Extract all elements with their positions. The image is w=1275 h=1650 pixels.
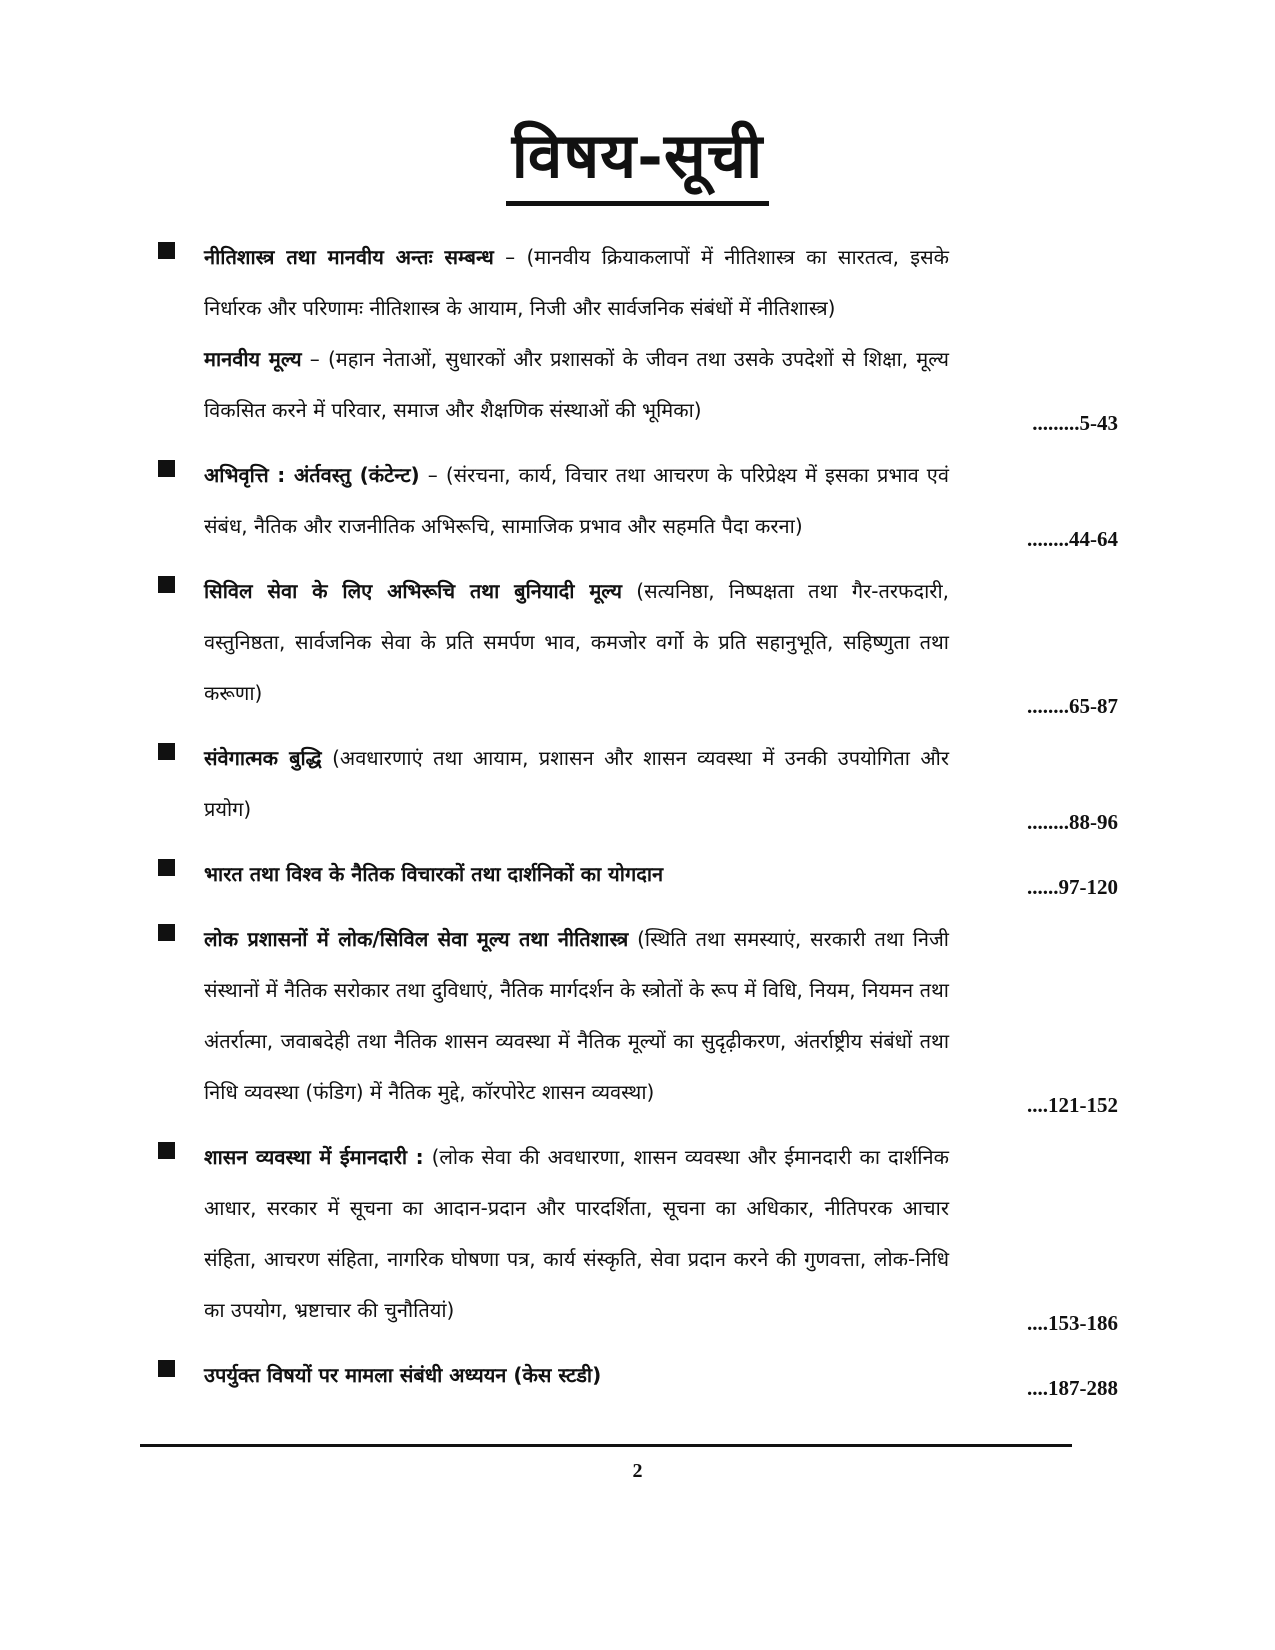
page-number: 2 <box>632 1460 643 1482</box>
entry-sub-separator: – <box>301 347 328 371</box>
entry-description: (मानवीय क्रियाकलापों में नीतिशास्त्र का सारतत्व, इसके निर्धारक और परिणामः नीतिशास्त्र के आयाम, निजी और सार्वजनिक संबंधों में नीतिशास्त्र) <box>204 245 949 320</box>
entry-subheading: मानवीय मूल्य <box>204 347 302 371</box>
page-range: ......97-120 <box>1027 875 1118 899</box>
entry-separator <box>628 927 637 951</box>
toc-entry <box>158 1350 1118 1401</box>
entry-description: (संरचना, कार्य, विचार तथा आचरण के परिप्रेक्ष्य में इसका प्रभाव एवं संबंध, नैतिक और राजनीतिक अभिरूचि, सामाजिक प्रभाव और सहमति पैदा करना) <box>204 463 949 538</box>
page-range: ....153-186 <box>1027 1311 1118 1335</box>
entry-heading: उपर्युक्त विषयों पर मामला संबंधी अध्ययन (केस स्टडी) <box>204 1363 602 1387</box>
page-range: ........65-87 <box>1027 694 1118 718</box>
square-bullet-icon <box>158 576 175 593</box>
entry-sub-description: (महान नेताओं, सुधारकों और प्रशासकों के जीवन तथा उसके उपदेशों से शिक्षा, मूल्य विकसित करने में परिवार, समाज और शैक्षणिक संस्थाओं की भूमिका) <box>204 347 949 422</box>
entry-text <box>204 566 949 719</box>
square-bullet-icon <box>158 242 175 259</box>
entry-heading: भारत तथा विश्व के नैतिक विचारकों तथा दार्शनिकों का योगदान <box>204 862 664 886</box>
table-of-contents <box>158 232 1118 1401</box>
toc-entry <box>158 1132 1118 1336</box>
entry-heading: सिविल सेवा के लिए अभिरूचि तथा बुनियादी मूल्य <box>204 579 623 603</box>
page-range: ....121-152 <box>1027 1093 1118 1117</box>
page-range: ....187-288 <box>1027 1376 1118 1400</box>
square-bullet-icon <box>158 924 175 941</box>
entry-separator: – <box>419 463 446 487</box>
toc-entry <box>158 566 1118 719</box>
entry-description: (स्थिति तथा समस्याएं, सरकारी तथा निजी संस्थानों में नैतिक सरोकार तथा दुविधाएं, नैतिक मार्गदर्शन के स्त्रोतों के रूप में विधि, नियम, नियमन तथा अंतर्रात्मा, जवाबदेही तथा नैतिक शासन व्यवस्था में नैतिक मूल्यों का सुदृढ़ीकरण, अंतर्राष्ट्रीय संबंधों तथा निधि व्यवस्था (फंडिग) में नैतिक मुद्दे, कॉरपोरेट शासन व्यवस्था) <box>204 927 949 1104</box>
entry-text <box>204 1350 949 1401</box>
entry-heading: अभिवृत्ति : अंर्तवस्तु (कंटेन्ट) <box>204 463 420 487</box>
entry-separator <box>322 746 332 770</box>
entry-text <box>204 849 949 900</box>
entry-description: (अवधारणाएं तथा आयाम, प्रशासन और शासन व्यवस्था में उनकी उपयोगिता और प्रयोग) <box>204 746 950 821</box>
entry-text <box>204 232 949 334</box>
page-range: .........5-43 <box>1032 411 1118 435</box>
title-block <box>0 120 1275 206</box>
square-bullet-icon <box>158 1360 175 1377</box>
entry-description: (लोक सेवा की अवधारणा, शासन व्यवस्था और ईमानदारी का दार्शनिक आधार, सरकार में सूचना का आदान-प्रदान और पारदर्शिता, सूचना का अधिकार, नीतिपरक आचार संहिता, आचरण संहिता, नागरिक घोषणा पत्र, कार्य संस्कृति, सेवा प्रदान करने की गुणवत्ता, लोक-निधि का उपयोग, भ्रष्टाचार की चुनौतियां) <box>204 1145 949 1322</box>
square-bullet-icon <box>158 1142 175 1159</box>
square-bullet-icon <box>158 743 175 760</box>
toc-entry <box>158 450 1118 552</box>
entry-heading: लोक प्रशासनों में लोक/सिविल सेवा मूल्य तथा नीतिशास्त्र <box>204 927 629 951</box>
entry-subtext <box>204 334 949 436</box>
page-range: ........44-64 <box>1027 527 1118 551</box>
toc-entry <box>158 914 1118 1118</box>
toc-entry <box>158 849 1118 900</box>
page-title: विषय-सूची <box>506 120 769 206</box>
square-bullet-icon <box>158 859 175 876</box>
page-range: ........88-96 <box>1027 810 1118 834</box>
entry-text <box>204 450 949 552</box>
entry-text <box>204 733 949 835</box>
entry-separator <box>424 1145 432 1169</box>
entry-text <box>204 914 949 1118</box>
entry-separator <box>622 579 636 603</box>
toc-entry <box>158 232 1118 436</box>
entry-description: (सत्यनिष्ठा, निष्पक्षता तथा गैर-तरफदारी, वस्तुनिष्ठता, सार्वजनिक सेवा के प्रति समर्पण भाव, कमजोर वर्गो के प्रति सहानुभूति, सहिष्णुता तथा करूणा) <box>204 579 949 705</box>
square-bullet-icon <box>158 460 175 477</box>
entry-heading: शासन व्यवस्था में ईमानदारी : <box>204 1145 424 1169</box>
entry-heading: नीतिशास्त्र तथा मानवीय अन्तः सम्बन्ध <box>204 245 494 269</box>
entry-text <box>204 1132 949 1336</box>
entry-heading: संवेगात्मक बुद्धि <box>204 746 322 770</box>
toc-entry <box>158 733 1118 835</box>
entry-separator: – <box>493 245 527 269</box>
footer-rule <box>140 1444 1072 1447</box>
